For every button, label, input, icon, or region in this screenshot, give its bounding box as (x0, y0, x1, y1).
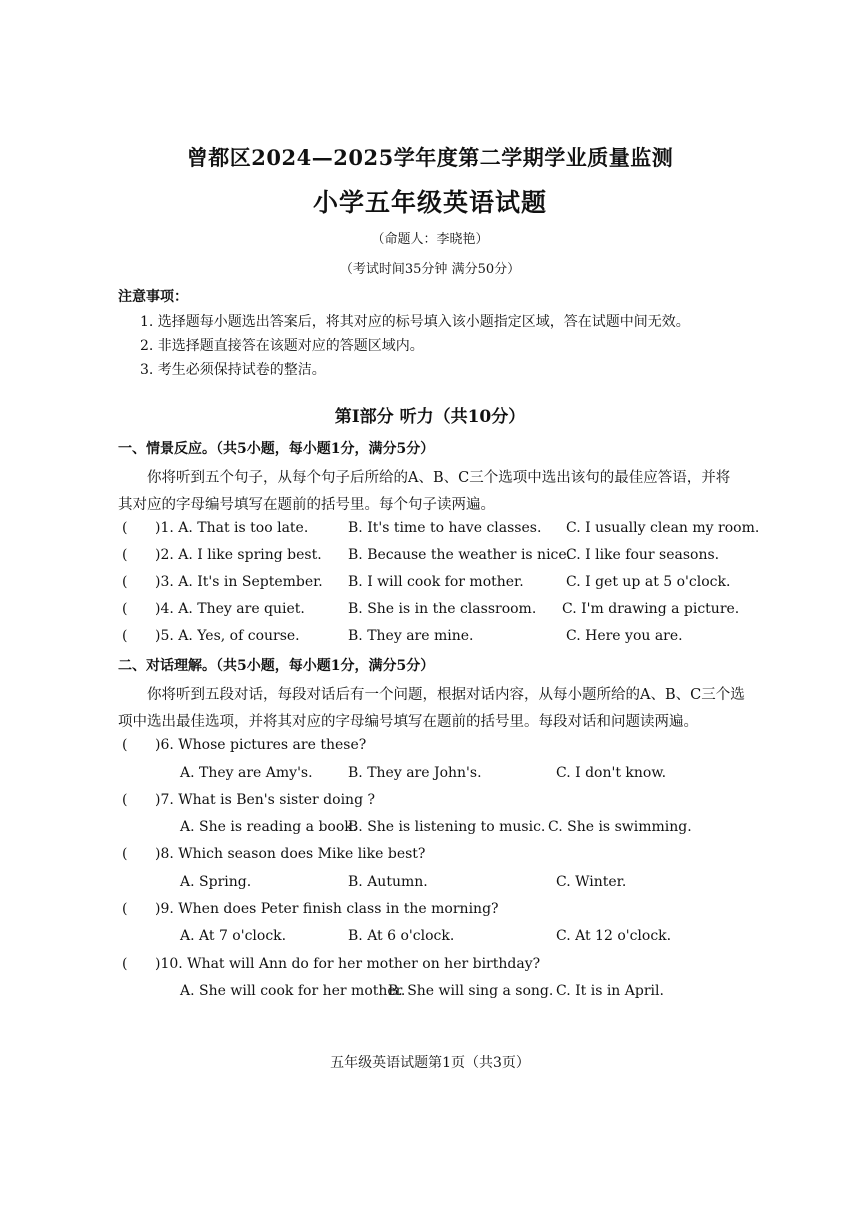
question-stem: )1. A. That is too late. (155, 520, 309, 536)
question-stem: )5. A. Yes, of course. (155, 628, 300, 644)
question-row (0, 520, 860, 542)
option-c: C. She is swimming. (548, 819, 692, 835)
section-instruction: 其对应的字母编号填写在题前的括号里。每个句子读两遍。 (118, 497, 495, 513)
option-b: B. At 6 o'clock. (348, 928, 455, 944)
answer-bracket[interactable]: ( (122, 901, 128, 917)
answer-bracket[interactable]: ( (122, 956, 128, 972)
option-b: B. She is listening to music. (348, 819, 546, 835)
option-c: C. Here you are. (566, 628, 683, 644)
question-stem: )4. A. They are quiet. (155, 601, 305, 617)
options-row (0, 874, 860, 896)
question-row (0, 547, 860, 569)
question-row (0, 901, 860, 923)
answer-bracket[interactable]: ( (122, 792, 128, 808)
option-c: C. At 12 o'clock. (556, 928, 672, 944)
option-b: B. I will cook for mother. (348, 574, 524, 590)
option-b: B. Autumn. (348, 874, 428, 890)
question-stem: )9. When does Peter finish class in the morning? (155, 901, 499, 917)
option-b: B. She will sing a song. (388, 983, 554, 999)
option-b: B. Because the weather is nice. (348, 547, 572, 563)
option-a: A. At 7 o'clock. (180, 928, 287, 944)
question-row (0, 846, 860, 868)
note-item: 2. 非选择题直接答在该题对应的答题区域内。 (140, 338, 424, 354)
option-c: C. I get up at 5 o'clock. (566, 574, 731, 590)
note-item: 1. 选择题每小题选出答案后，将其对应的标号填入该小题指定区域，答在试题中间无效。 (140, 314, 690, 330)
question-row (0, 737, 860, 759)
option-a: A. She will cook for her mother. (180, 983, 406, 999)
answer-bracket[interactable]: ( (122, 601, 128, 617)
option-c: C. Winter. (556, 874, 627, 890)
question-stem: )3. A. It's in September. (155, 574, 323, 590)
options-row (0, 983, 860, 1005)
answer-bracket[interactable]: ( (122, 547, 128, 563)
question-stem: )6. Whose pictures are these? (155, 737, 367, 753)
option-c: C. I don't know. (556, 765, 667, 781)
options-row (0, 765, 860, 787)
part-title: 第Ⅰ部分 听力（共10分） (334, 407, 526, 427)
answer-bracket[interactable]: ( (122, 846, 128, 862)
option-c: C. I like four seasons. (566, 547, 720, 563)
question-stem: )8. Which season does Mike like best? (155, 846, 426, 862)
question-row (0, 628, 860, 650)
question-stem: )2. A. I like spring best. (155, 547, 322, 563)
note-item: 3. 考生必须保持试卷的整洁。 (140, 362, 326, 378)
notes-heading: 注意事项： (118, 289, 188, 305)
option-b: B. They are John's. (348, 765, 482, 781)
section-instruction: 你将听到五个句子，从每个句子后所给的A、B、C三个选项中选出该句的最佳应答语，并将 (147, 470, 731, 486)
section-instruction: 项中选出最佳选项，并将其对应的字母编号填写在题前的括号里。每段对话和问题读两遍。 (118, 714, 698, 730)
options-row (0, 928, 860, 950)
section-heading: 二、对话理解。（共5小题，每小题1分，满分5分） (118, 658, 435, 674)
section-instruction: 你将听到五段对话，每段对话后有一个问题，根据对话内容，从每小题所给的A、B、C三个选 (147, 687, 745, 703)
answer-bracket[interactable]: ( (122, 737, 128, 753)
question-stem: )7. What is Ben's sister doing ? (155, 792, 375, 808)
paper-title: 小学五年级英语试题 (312, 188, 547, 217)
option-b: B. She is in the classroom. (348, 601, 537, 617)
option-a: A. She is reading a book. (180, 819, 358, 835)
question-row (0, 601, 860, 623)
author-line: （命题人：李晓艳） (371, 232, 489, 247)
option-c: C. I usually clean my room. (566, 520, 760, 536)
question-row (0, 956, 860, 978)
option-a: A. They are Amy's. (180, 765, 313, 781)
answer-bracket[interactable]: ( (122, 574, 128, 590)
option-c: C. I'm drawing a picture. (562, 601, 740, 617)
section-heading: 一、情景反应。（共5小题，每小题1分，满分5分） (118, 441, 435, 457)
answer-bracket[interactable]: ( (122, 628, 128, 644)
option-b: B. It's time to have classes. (348, 520, 542, 536)
option-c: C. It is in April. (556, 983, 664, 999)
page-footer: 五年级英语试题第1页（共3页） (330, 1055, 530, 1071)
option-b: B. They are mine. (348, 628, 474, 644)
answer-bracket[interactable]: ( (122, 520, 128, 536)
question-row (0, 792, 860, 814)
option-a: A. Spring. (180, 874, 252, 890)
exam-info: （考试时间35分钟 满分50分） (339, 262, 521, 277)
question-stem: )10. What will Ann do for her mother on her birthday? (155, 956, 541, 972)
question-row (0, 574, 860, 596)
exam-title: 曾都区2024—2025学年度第二学期学业质量监测 (186, 145, 674, 170)
options-row (0, 819, 860, 841)
